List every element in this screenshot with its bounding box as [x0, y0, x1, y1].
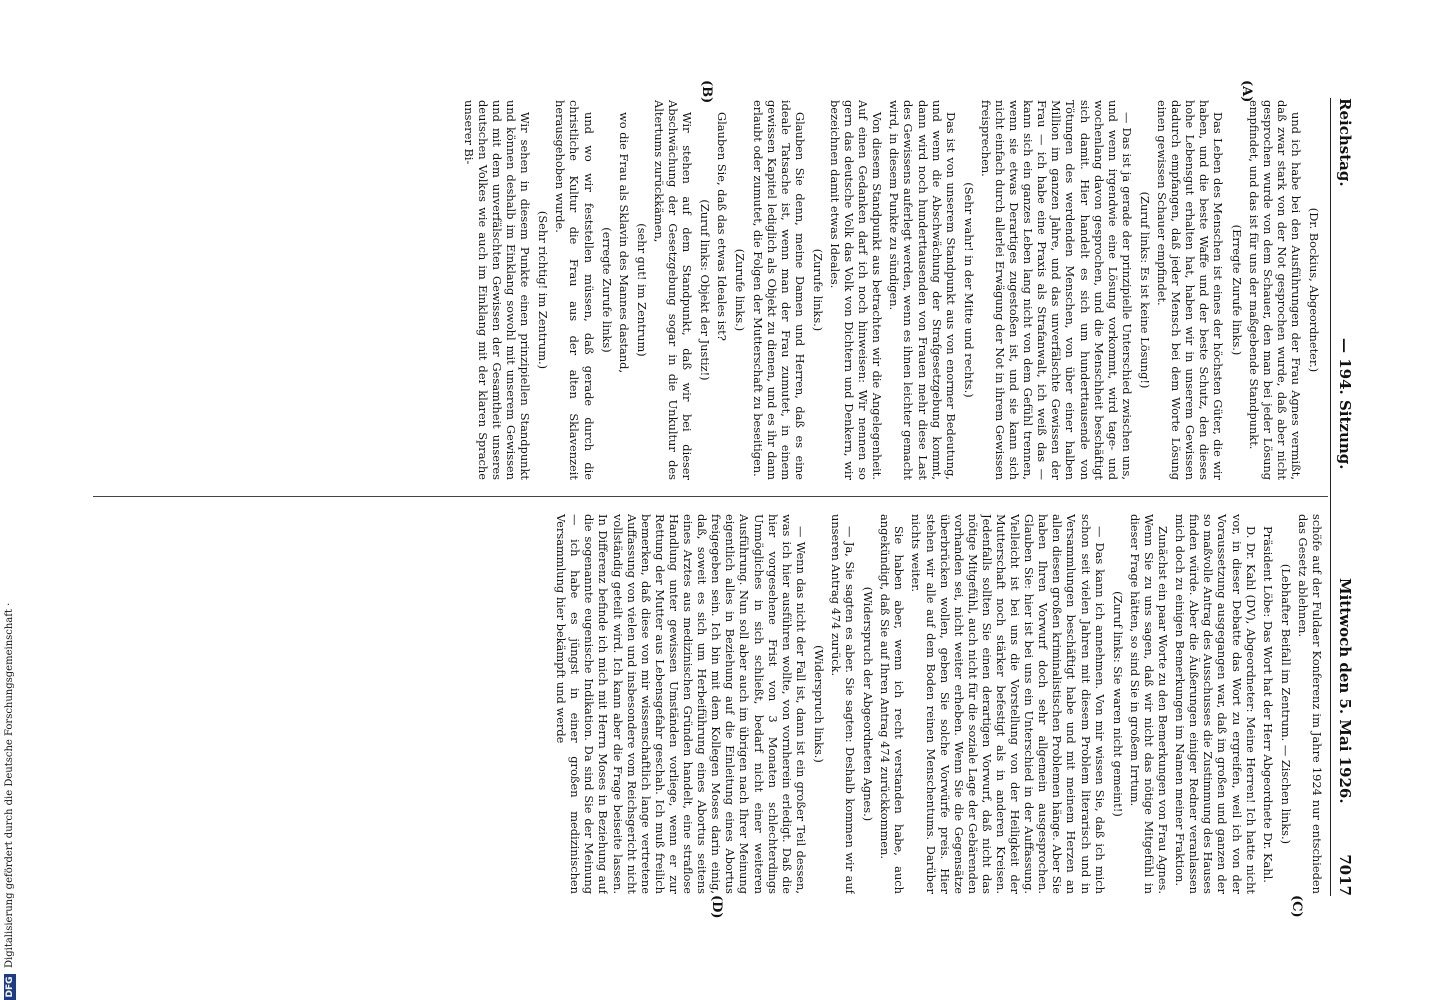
left-paragraph: Wir stehen auf dem Standpunkt, daß wir bei dieser Abschwächung der Gesetzgebung sogar in die Unkultur des Altertums zurückkämen, [651, 100, 695, 480]
header-date: Mittwoch den 5. Mai 1926. [1336, 578, 1354, 804]
left-paragraph: Das ist von unserem Standpunkt aus von enormer Bedeutung, und wenn die Abschwächung der Strafgesetzgebung kommt, dann wird noch hunderttausenden von Frauen mehr diese Last des Gewissens auferlegt werden, wenn es ihnen leichter gemacht wird, in diesem Punkte zu sündigen. [887, 100, 958, 480]
header-session: — 194. Sitzung. [1336, 338, 1354, 470]
left-paragraph: und wo wir feststellen müssen, daß gerade durch die christliche Kultur die Frau aus der alten Sklavenzeit herausgehoben wurde. [553, 100, 596, 480]
right-interjection: (Widerspruch der Abgeordneten Agnes.) [861, 586, 876, 822]
left-paragraph: Von diesem Standpunkt aus betrachten wir die Angelegenheit. Auf einen Gedanken darf ich noch hinweisen: Wir nennen so gern das deutsche Volk das Volk von Dichtern und Denkern, wir bezeichnen damit etwas Ideales. [828, 100, 885, 480]
header-left: Reichstag. [1336, 98, 1354, 187]
left-paragraph: und ich habe bei den Ausführungen der Frau Agnes vermißt, daß zwar stark von der Not gesprochen wurde, daß aber nicht gesprochen wurde von dem Schauer, den man bei jeder Lösung empfindet, und das ist für uns der maßgebende Standpunkt. [1246, 100, 1303, 480]
left-interjection: (Zurufe links.) [733, 248, 748, 332]
left-paragraph: Glauben Sie, daß das etwas Ideales ist? [715, 112, 730, 341]
margin-mark-d: (D) [709, 895, 724, 919]
margin-mark-c: (C) [1289, 895, 1304, 918]
dfg-logo: DFG [4, 974, 16, 1000]
left-interjection: (Dr. Bockius, Abgeordneter.) [1307, 207, 1321, 373]
right-paragraph: Sie haben aber, wenn ich recht verstanden habe, auch angekündigt, daß Sie auf Ihren Antrag 474 zurückkommen. [878, 514, 907, 894]
right-interjection: (Widerspruch links.) [811, 645, 826, 763]
page-header [1332, 98, 1354, 896]
footer [4, 10, 18, 1000]
left-interjection: (Zurufe links.) [810, 248, 825, 332]
right-paragraph: — Ja, Sie sagten es aber. Sie sagten: Deshalb kommen wir auf unseren Antrag 474 zurück. [829, 514, 858, 894]
margin-mark-a: (A) [1239, 80, 1254, 103]
left-column [89, 100, 1324, 480]
left-paragraph: Glauben Sie denn, meine Damen und Herren, daß es eine ideale Tatsache ist, wenn man der Frau zumutet, in einem gewissen Kapitel lediglich als Objekt zu dienen, und es ihr dann erlaubt oder zumutet, die Folgen der Mutterschaft zu beseitigen. [750, 100, 807, 480]
left-interjection: (erregte Zurufe links) [599, 227, 614, 353]
right-paragraph: schöfe auf der Fuldaer Konferenz im Jahre 1924 nur entschieden das Gesetz ablehnen. [1295, 514, 1324, 894]
left-paragraph: Das Leben des Menschen ist eines der höchsten Güter, die wir haben, und die beste Waffe und der beste Schutz, den dieses hohe Lebensgut erhalten hat, haben wir in unserem Gewissen dadurch empfangen, daß jeder Mensch bei dem Worte Lösung einen gewissen Schauer empfindet. [1155, 100, 1226, 480]
right-paragraph: D. Dr. Kahl (DV), Abgeordneter: Meine Herren! Ich hatte nicht vor, in dieser Debatte das Wort zu ergreifen, weil ich von der Voraussetzung ausgegangen war, daß im großen und ganzen der so maßvolle Antrag des Ausschusses die Zustimmung des Hauses finden würde. Aber die Äußerungen einiger Redner veranlassen mich doch zu einigen Bemerkungen im Namen meiner Fraktion. [1173, 514, 1258, 894]
left-interjection: (Zuruf links: Objekt der Justiz!) [698, 199, 713, 381]
right-interjection: (Zuruf links: Sie waren nicht gemeint!) [1110, 591, 1125, 817]
page-number: 7017 [1336, 854, 1354, 896]
left-interjection: (Sehr wahr! in der Mitte und rechts.) [961, 182, 976, 398]
right-column [89, 514, 1324, 894]
left-interjection: (Sehr richtig! im Zentrum.) [536, 210, 551, 370]
left-interjection: (sehr gut! im Zentrum) [634, 223, 649, 357]
left-paragraph: — Das ist ja gerade der prinzipielle Unterschied zwischen uns, und wenn irgendwie eine Lösung vorkommt, wird tage- und wochenlang davon gesprochen, und die Menschheit beschäftigt sich damit. Hier handelt es sich um hunderttausende von Tötungen des werdenden Menschen, von über einer halben Million im ganzen Jahre, und das unverfälschte Gewissen der Frau — ich habe eine Praxis als Strafanwalt, ich weiß das — kann sich ein ganzes Leben lang nicht von dem Gefühl trennen, wenn sie etwas Derartiges zugestoßen ist, und sie kann sich nicht einfach durch allerlei Erwägung der Not in ihrem Gewissen freisprechen. [978, 100, 1134, 480]
right-paragraph: Zunächst ein paar Worte zu den Bemerkungen von Frau Agnes. Wenn Sie zu uns sagen, daß wir nicht das nötige Mitgefühl in dieser Frage hätten, so sind Sie in großem Irrtum. [1127, 514, 1171, 894]
right-interjection: (Lebhafter Beifall im Zentrum. — Zischen links.) [1278, 563, 1293, 845]
column-separator [93, 496, 1328, 497]
right-paragraph: — Wenn das nicht der Fall ist, dann ist ein großer Teil dessen, was ich hier ausführen wollte, von vornherein erledigt. Daß die hier vorgesehene Frist von 3 Monaten schlechterdings Unmögliches in sich schließt, bedarf nicht einer weiteren Ausführung. Nun soll aber auch im übrigen nach Ihrer Meinung eigentlich alles in Beziehung auf die Einleitung eines Abortus freigegeben sein. Ich bin mit dem Kollegen Moses darin einig, daß, soweit es sich um Herbeiführung eines Abortus seitens eines Arztes aus medizinischen Gründen handelt, eine straflose Handlung unter gewissen Umständen vorliege, wenn er zur Rettung der Mutter aus Lebensgefahr geschah. Ich muß freilich bemerken, daß diese von mir wissenschaftlich lange vertretene Auffassung von vielen und insbesondere vom Reichsgericht nicht vollständig geteilt wird. Ich kann aber die Frage beiseite lassen. In Differenz befinde ich mich mit Herrn Moses in Beziehung auf die sogenannte eugenische Indikation. Da sind Sie der Meinung — ich habe es jüngst in einer großen medizinischen Versammlung hier bekämpft und werde [554, 514, 808, 894]
header-rule [1330, 98, 1331, 896]
left-interjection: (Zuruf links: Es ist keine Lösung!) [1137, 191, 1152, 389]
margin-mark-b: (B) [699, 80, 714, 104]
left-paragraph: Wir sehen in diesem Punkte einen prinzipiellen Standpunkt und können deshalb im Einklang sowohl mit unserem Gewissen und mit dem unverfälschten Gewissen der Gesamtheit unseres deutschen Volkes wie auch im Einklang mit der klaren Sprache unserer Bi- [461, 100, 533, 480]
right-paragraph: Präsident Löbe: Das Wort hat der Herr Abgeordnete Dr. Kahl. [1260, 526, 1275, 883]
left-interjection: (Erregte Zurufe links.) [1229, 224, 1244, 356]
right-paragraph: — Das kann ich annehmen. Von mir wissen Sie, daß ich mich schon seit vielen Jahren mit diesem Problem literarisch und in Versammlungen beschäftigt habe und mit meinem Herzen an allen diesen großen kriminalistischen Problemen hänge. Aber Sie haben Ihren Vorwurf doch sehr allgemein ausgesprochen. Glauben Sie: hier ist bei uns ein Unterschied in der Auffassung. Vielleicht ist bei uns die Vorstellung von der Heiligkeit der Mutterschaft noch stärker befestigt als in anderen Kreisen. Jedenfalls sollten Sie einen derartigen Vorwurf, daß nicht das nötige Mitgefühl, auch nicht für die soziale Lage der Gebärenden vorhanden sei, nicht weiter erheben. Wenn Sie die Gegensätze überbrücken wollen, geben Sie solche Vorwürfe preis. Hier stehen wir alle auf dem Boden reinen Menschentums. Darüber nichts weiter. [909, 514, 1107, 894]
left-paragraph: wo die Frau als Sklavin des Mannes dastand, [616, 112, 631, 374]
footer-text: Digitalisierung gefördert durch die Deutsche Forschungsgemeinschaft · [4, 602, 15, 968]
